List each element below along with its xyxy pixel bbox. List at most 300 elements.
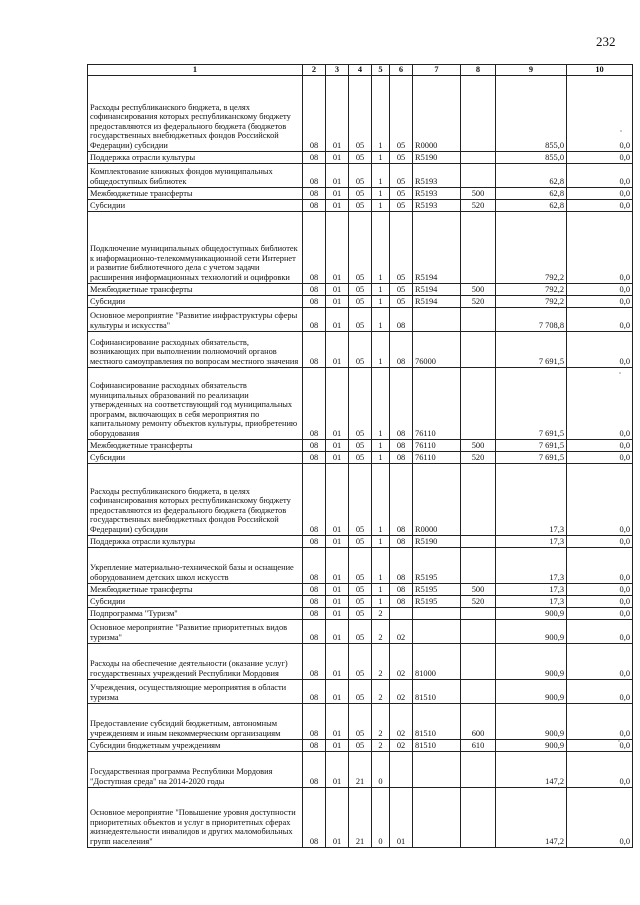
cell-name: Софинансирование расходных обязательств, возникающих при выполнении полномочий органов местного самоуправления по вопросам местного значения <box>88 331 303 367</box>
cell-name: Учреждения, осуществляющие мероприятия в области туризма <box>88 679 303 703</box>
table-row <box>88 463 633 535</box>
cell-section: 08 <box>303 439 326 451</box>
cell-direction: R5194 <box>413 211 461 283</box>
cell-amount-2020: 0,0 <box>567 463 633 535</box>
cell-amount-2020: 0,0 <box>567 163 633 187</box>
cell-section: 08 <box>303 283 326 295</box>
table-row <box>88 583 633 595</box>
table-row <box>88 211 633 283</box>
cell-section: 08 <box>303 739 326 751</box>
cell-section: 08 <box>303 307 326 331</box>
column-header-4: 4 <box>349 65 372 76</box>
cell-direction: R5190 <box>413 535 461 547</box>
cell-section: 08 <box>303 75 326 151</box>
cell-amount-2020: 0,0 <box>567 535 633 547</box>
cell-amount-2019: 855,0 <box>496 75 567 151</box>
cell-section: 08 <box>303 607 326 619</box>
cell-subsection: 01 <box>326 151 349 163</box>
cell-section: 08 <box>303 619 326 643</box>
cell-expense-type <box>461 75 496 151</box>
cell-section: 08 <box>303 595 326 607</box>
cell-direction: 81000 <box>413 643 461 679</box>
cell-section: 08 <box>303 787 326 847</box>
cell-section: 08 <box>303 367 326 439</box>
column-header-5: 5 <box>372 65 390 76</box>
cell-name: Расходы республиканского бюджета, в целях софинансирования которых республиканскому бюджету предоставляются из федерального бюджета (бюджетов государственных внебюджетных фондов Российской Федерации) субсидии <box>88 463 303 535</box>
cell-measure: 08 <box>390 451 413 463</box>
cell-program: 21 <box>349 787 372 847</box>
cell-amount-2019: 17,3 <box>496 463 567 535</box>
cell-name: Укрепление материально-технической базы и оснащение оборудованием детских школ искусств <box>88 547 303 583</box>
table-row <box>88 331 633 367</box>
cell-direction: R5194 <box>413 283 461 295</box>
cell-measure: 08 <box>390 583 413 595</box>
cell-section: 08 <box>303 703 326 739</box>
cell-name: Основное мероприятие "Развитие инфраструктуры сферы культуры и искусства" <box>88 307 303 331</box>
cell-amount-2020: 0,0 <box>567 703 633 739</box>
cell-amount-2020: 0,0 <box>567 547 633 583</box>
cell-program: 05 <box>349 703 372 739</box>
cell-measure: 05 <box>390 151 413 163</box>
cell-program: 05 <box>349 643 372 679</box>
cell-amount-2020: 0,0 <box>567 787 633 847</box>
cell-program: 05 <box>349 607 372 619</box>
table-row <box>88 451 633 463</box>
cell-expense-type <box>461 307 496 331</box>
cell-subprogram: 1 <box>372 439 390 451</box>
cell-amount-2019: 900,9 <box>496 739 567 751</box>
cell-measure: 02 <box>390 703 413 739</box>
table-row <box>88 739 633 751</box>
cell-expense-type <box>461 787 496 847</box>
budget-table <box>87 64 633 848</box>
cell-subsection: 01 <box>326 283 349 295</box>
cell-amount-2019: 147,2 <box>496 787 567 847</box>
cell-direction: R5195 <box>413 595 461 607</box>
cell-amount-2019: 7 691,5 <box>496 451 567 463</box>
cell-measure: 05 <box>390 199 413 211</box>
cell-amount-2020: 0,0 <box>567 679 633 703</box>
cell-expense-type <box>461 679 496 703</box>
cell-expense-type <box>461 163 496 187</box>
cell-expense-type <box>461 331 496 367</box>
cell-section: 08 <box>303 187 326 199</box>
cell-measure: 08 <box>390 535 413 547</box>
table-row <box>88 439 633 451</box>
cell-amount-2019: 62,8 <box>496 199 567 211</box>
cell-subsection: 01 <box>326 163 349 187</box>
cell-amount-2020: 0,0 <box>567 451 633 463</box>
cell-amount-2019: 7 708,8 <box>496 307 567 331</box>
cell-subsection: 01 <box>326 607 349 619</box>
cell-direction: R5194 <box>413 295 461 307</box>
cell-measure: 05 <box>390 187 413 199</box>
cell-amount-2020: 0,0 <box>567 331 633 367</box>
column-header-3: 3 <box>326 65 349 76</box>
cell-section: 08 <box>303 535 326 547</box>
cell-name: Поддержка отрасли культуры <box>88 151 303 163</box>
cell-program: 05 <box>349 151 372 163</box>
cell-amount-2019: 17,3 <box>496 595 567 607</box>
cell-subprogram: 2 <box>372 643 390 679</box>
cell-direction: R5195 <box>413 583 461 595</box>
table-row <box>88 607 633 619</box>
cell-subsection: 01 <box>326 787 349 847</box>
cell-program: 05 <box>349 163 372 187</box>
cell-program: 05 <box>349 295 372 307</box>
cell-subsection: 01 <box>326 331 349 367</box>
cell-subsection: 01 <box>326 307 349 331</box>
cell-subprogram: 1 <box>372 163 390 187</box>
table-row <box>88 367 633 439</box>
cell-name: Межбюджетные трансферты <box>88 283 303 295</box>
cell-section: 08 <box>303 331 326 367</box>
cell-program: 05 <box>349 331 372 367</box>
cell-direction: 81510 <box>413 739 461 751</box>
cell-direction: R0000 <box>413 463 461 535</box>
cell-name: Основное мероприятие "Повышение уровня доступности приоритетных объектов и услуг в приоритетных сферах жизнедеятельности инвалидов и других маломобильных групп населения" <box>88 787 303 847</box>
cell-amount-2020: 0,0 <box>567 583 633 595</box>
table-row <box>88 283 633 295</box>
cell-expense-type <box>461 535 496 547</box>
cell-amount-2020: 0,0 <box>567 619 633 643</box>
cell-program: 05 <box>349 583 372 595</box>
cell-expense-type: 520 <box>461 295 496 307</box>
cell-amount-2020: 0,0 <box>567 199 633 211</box>
cell-name: Межбюджетные трансферты <box>88 187 303 199</box>
cell-subprogram: 1 <box>372 75 390 151</box>
cell-expense-type: 600 <box>461 703 496 739</box>
cell-expense-type: 500 <box>461 583 496 595</box>
cell-amount-2020: 0,0 <box>567 643 633 679</box>
cell-direction <box>413 751 461 787</box>
cell-subsection: 01 <box>326 187 349 199</box>
cell-name: Субсидии <box>88 199 303 211</box>
scan-speck <box>618 740 620 742</box>
table-row <box>88 535 633 547</box>
cell-measure: 01 <box>390 787 413 847</box>
cell-direction: 81510 <box>413 703 461 739</box>
cell-measure: 08 <box>390 439 413 451</box>
cell-subsection: 01 <box>326 751 349 787</box>
cell-amount-2019: 7 691,5 <box>496 331 567 367</box>
cell-subprogram: 1 <box>372 595 390 607</box>
cell-expense-type <box>461 151 496 163</box>
table-header-row <box>88 65 633 76</box>
cell-subsection: 01 <box>326 295 349 307</box>
cell-direction: R5193 <box>413 187 461 199</box>
cell-subprogram: 1 <box>372 331 390 367</box>
cell-amount-2019: 900,9 <box>496 703 567 739</box>
cell-amount-2019: 900,9 <box>496 679 567 703</box>
cell-expense-type: 520 <box>461 451 496 463</box>
cell-section: 08 <box>303 295 326 307</box>
cell-program: 05 <box>349 199 372 211</box>
table-row <box>88 643 633 679</box>
column-header-6: 6 <box>390 65 413 76</box>
cell-direction <box>413 619 461 643</box>
cell-section: 08 <box>303 643 326 679</box>
cell-program: 05 <box>349 619 372 643</box>
cell-name: Межбюджетные трансферты <box>88 583 303 595</box>
cell-measure: 02 <box>390 619 413 643</box>
cell-amount-2019: 62,8 <box>496 187 567 199</box>
table-row <box>88 187 633 199</box>
cell-direction: 76110 <box>413 451 461 463</box>
cell-program: 05 <box>349 535 372 547</box>
cell-amount-2020: 0,0 <box>567 367 633 439</box>
cell-subprogram: 2 <box>372 703 390 739</box>
cell-subprogram: 1 <box>372 463 390 535</box>
cell-expense-type: 520 <box>461 595 496 607</box>
cell-section: 08 <box>303 463 326 535</box>
cell-measure: 08 <box>390 595 413 607</box>
cell-direction: R0000 <box>413 75 461 151</box>
cell-subsection: 01 <box>326 463 349 535</box>
cell-subsection: 01 <box>326 739 349 751</box>
cell-subsection: 01 <box>326 439 349 451</box>
cell-program: 05 <box>349 211 372 283</box>
cell-expense-type <box>461 643 496 679</box>
table-row <box>88 619 633 643</box>
cell-amount-2019: 17,3 <box>496 535 567 547</box>
cell-measure: 08 <box>390 367 413 439</box>
cell-measure: 05 <box>390 283 413 295</box>
cell-measure: 02 <box>390 739 413 751</box>
cell-amount-2020: 0,0 <box>567 439 633 451</box>
cell-subprogram: 1 <box>372 583 390 595</box>
cell-measure: 05 <box>390 75 413 151</box>
cell-section: 08 <box>303 199 326 211</box>
table-row <box>88 295 633 307</box>
table-row <box>88 307 633 331</box>
cell-expense-type <box>461 547 496 583</box>
cell-expense-type: 500 <box>461 283 496 295</box>
cell-subsection: 01 <box>326 643 349 679</box>
cell-subsection: 01 <box>326 547 349 583</box>
cell-program: 05 <box>349 547 372 583</box>
cell-program: 05 <box>349 187 372 199</box>
cell-amount-2019: 792,2 <box>496 295 567 307</box>
cell-expense-type <box>461 607 496 619</box>
cell-subprogram: 2 <box>372 619 390 643</box>
cell-name: Подключение муниципальных общедоступных библиотек к информационно-телекоммуникационной сети Интернет и развитие библиотечного дела с учетом задачи расширения информационных технологий и оцифровки <box>88 211 303 283</box>
cell-program: 05 <box>349 463 372 535</box>
column-header-8: 8 <box>461 65 496 76</box>
cell-measure: 05 <box>390 163 413 187</box>
cell-amount-2019: 62,8 <box>496 163 567 187</box>
cell-amount-2019: 147,2 <box>496 751 567 787</box>
column-header-10: 10 <box>567 65 633 76</box>
cell-amount-2020: 0,0 <box>567 211 633 283</box>
cell-section: 08 <box>303 211 326 283</box>
cell-measure: 08 <box>390 331 413 367</box>
cell-subsection: 01 <box>326 619 349 643</box>
cell-direction: R5193 <box>413 199 461 211</box>
scan-speck <box>620 130 622 132</box>
cell-amount-2020: 0,0 <box>567 739 633 751</box>
cell-subprogram: 1 <box>372 307 390 331</box>
cell-subprogram: 1 <box>372 535 390 547</box>
cell-program: 05 <box>349 439 372 451</box>
cell-program: 05 <box>349 283 372 295</box>
cell-measure <box>390 607 413 619</box>
cell-direction <box>413 307 461 331</box>
cell-program: 21 <box>349 751 372 787</box>
cell-amount-2019: 792,2 <box>496 283 567 295</box>
cell-subprogram: 0 <box>372 751 390 787</box>
cell-direction: 76110 <box>413 439 461 451</box>
page-number: 232 <box>596 34 616 49</box>
cell-subsection: 01 <box>326 451 349 463</box>
cell-subprogram: 1 <box>372 151 390 163</box>
cell-measure: 05 <box>390 295 413 307</box>
cell-direction <box>413 607 461 619</box>
cell-amount-2020: 0,0 <box>567 307 633 331</box>
cell-subsection: 01 <box>326 583 349 595</box>
cell-amount-2020: 0,0 <box>567 295 633 307</box>
column-header-9: 9 <box>496 65 567 76</box>
cell-name: Межбюджетные трансферты <box>88 439 303 451</box>
table-row <box>88 199 633 211</box>
cell-program: 05 <box>349 307 372 331</box>
cell-measure <box>390 751 413 787</box>
cell-amount-2019: 7 691,5 <box>496 439 567 451</box>
table-row <box>88 703 633 739</box>
table-row <box>88 787 633 847</box>
cell-name: Подпрограмма "Туризм" <box>88 607 303 619</box>
table-row <box>88 547 633 583</box>
cell-section: 08 <box>303 547 326 583</box>
column-header-1: 1 <box>88 65 303 76</box>
cell-subprogram: 1 <box>372 187 390 199</box>
cell-amount-2020: 0,0 <box>567 595 633 607</box>
cell-direction: R5190 <box>413 151 461 163</box>
table-row <box>88 151 633 163</box>
cell-expense-type <box>461 211 496 283</box>
cell-direction: 76110 <box>413 367 461 439</box>
cell-expense-type <box>461 619 496 643</box>
cell-subprogram: 0 <box>372 787 390 847</box>
cell-subprogram: 1 <box>372 451 390 463</box>
cell-name: Поддержка отрасли культуры <box>88 535 303 547</box>
cell-name: Основное мероприятие "Развитие приоритетных видов туризма" <box>88 619 303 643</box>
cell-direction: R5193 <box>413 163 461 187</box>
cell-measure: 02 <box>390 679 413 703</box>
cell-amount-2019: 17,3 <box>496 583 567 595</box>
cell-name: Расходы республиканского бюджета, в целях софинансирования которых республиканскому бюджету предоставляются из федерального бюджета (бюджетов государственных внебюджетных фондов Российской Федерации) субсидии <box>88 75 303 151</box>
table-row <box>88 595 633 607</box>
cell-subprogram: 1 <box>372 295 390 307</box>
cell-amount-2020: 0,0 <box>567 187 633 199</box>
cell-measure: 08 <box>390 547 413 583</box>
cell-program: 05 <box>349 739 372 751</box>
cell-subprogram: 1 <box>372 199 390 211</box>
cell-name: Предоставление субсидий бюджетным, автономным учреждениям и иным некоммерческим организациям <box>88 703 303 739</box>
cell-subprogram: 2 <box>372 679 390 703</box>
cell-subsection: 01 <box>326 679 349 703</box>
cell-amount-2019: 855,0 <box>496 151 567 163</box>
cell-amount-2020: 0,0 <box>567 75 633 151</box>
cell-expense-type: 500 <box>461 439 496 451</box>
cell-amount-2020: 0,0 <box>567 283 633 295</box>
cell-amount-2019: 900,9 <box>496 619 567 643</box>
table-row <box>88 75 633 151</box>
cell-subprogram: 1 <box>372 211 390 283</box>
cell-name: Комплектование книжных фондов муниципальных общедоступных библиотек <box>88 163 303 187</box>
cell-subprogram: 1 <box>372 367 390 439</box>
cell-program: 05 <box>349 451 372 463</box>
cell-name: Субсидии бюджетным учреждениям <box>88 739 303 751</box>
cell-expense-type: 520 <box>461 199 496 211</box>
cell-subsection: 01 <box>326 199 349 211</box>
cell-amount-2019: 900,9 <box>496 607 567 619</box>
cell-amount-2020: 0,0 <box>567 607 633 619</box>
cell-subprogram: 2 <box>372 739 390 751</box>
cell-subsection: 01 <box>326 75 349 151</box>
cell-amount-2019: 17,3 <box>496 547 567 583</box>
cell-expense-type <box>461 367 496 439</box>
table-row <box>88 679 633 703</box>
scan-speck <box>619 372 621 374</box>
cell-section: 08 <box>303 151 326 163</box>
cell-amount-2019: 900,9 <box>496 643 567 679</box>
cell-amount-2020: 0,0 <box>567 751 633 787</box>
cell-amount-2019: 7 691,5 <box>496 367 567 439</box>
cell-amount-2019: 792,2 <box>496 211 567 283</box>
cell-expense-type <box>461 751 496 787</box>
cell-section: 08 <box>303 751 326 787</box>
cell-measure: 08 <box>390 307 413 331</box>
cell-name: Расходы на обеспечение деятельности (оказание услуг) государственных учреждений Республики Мордовия <box>88 643 303 679</box>
cell-subsection: 01 <box>326 703 349 739</box>
cell-expense-type: 500 <box>461 187 496 199</box>
cell-subsection: 01 <box>326 595 349 607</box>
cell-measure: 02 <box>390 643 413 679</box>
cell-program: 05 <box>349 595 372 607</box>
cell-name: Субсидии <box>88 595 303 607</box>
cell-program: 05 <box>349 679 372 703</box>
cell-section: 08 <box>303 583 326 595</box>
cell-measure: 05 <box>390 211 413 283</box>
cell-section: 08 <box>303 451 326 463</box>
cell-subprogram: 1 <box>372 547 390 583</box>
cell-measure: 08 <box>390 463 413 535</box>
cell-name: Государственная программа Республики Мордовия "Доступная среда" на 2014-2020 годы <box>88 751 303 787</box>
column-header-2: 2 <box>303 65 326 76</box>
cell-program: 05 <box>349 367 372 439</box>
cell-subsection: 01 <box>326 535 349 547</box>
cell-direction: R5195 <box>413 547 461 583</box>
cell-direction <box>413 787 461 847</box>
cell-direction: 76000 <box>413 331 461 367</box>
cell-name: Субсидии <box>88 451 303 463</box>
cell-amount-2020: 0,0 <box>567 151 633 163</box>
cell-subprogram: 1 <box>372 283 390 295</box>
cell-name: Субсидии <box>88 295 303 307</box>
cell-program: 05 <box>349 75 372 151</box>
cell-subsection: 01 <box>326 211 349 283</box>
cell-section: 08 <box>303 679 326 703</box>
cell-name: Софинансирование расходных обязательств муниципальных образований по реализации утвержденных на соответствующий год муниципальных программ, включающих в себя мероприятия по капитальному ремонту объектов культуры, приобретению оборудования <box>88 367 303 439</box>
cell-direction: 81510 <box>413 679 461 703</box>
table-row <box>88 751 633 787</box>
cell-subsection: 01 <box>326 367 349 439</box>
cell-expense-type: 610 <box>461 739 496 751</box>
table-row <box>88 163 633 187</box>
cell-section: 08 <box>303 163 326 187</box>
cell-subprogram: 2 <box>372 607 390 619</box>
